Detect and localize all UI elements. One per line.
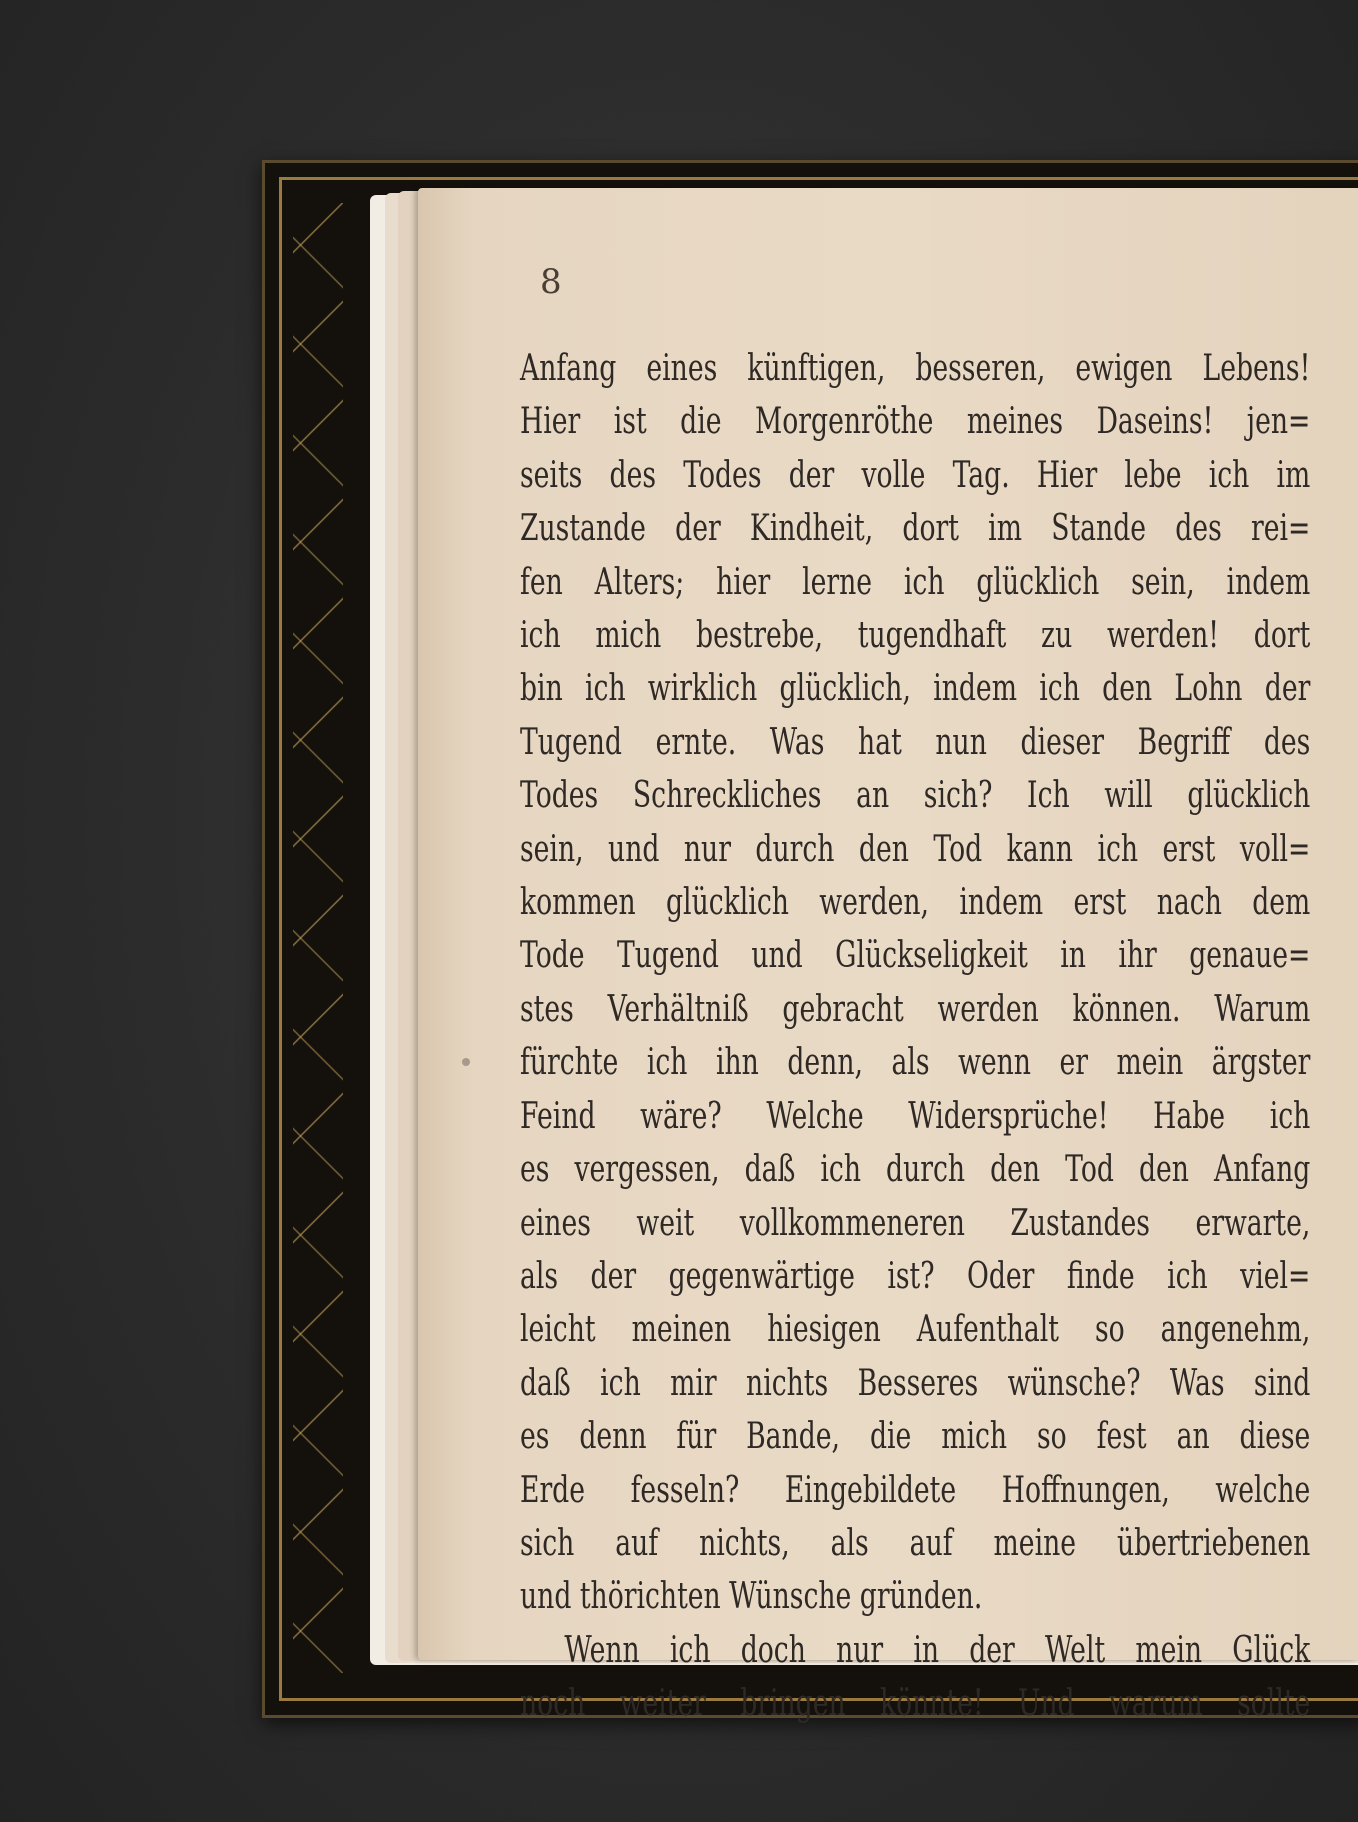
text-line: noch weiter bringen könnte! Und warum sollte [520,1683,1311,1725]
text-line: Wenn ich doch nur in der Welt mein Glück [564,1629,1311,1671]
text-line: stes Verhältniß gebracht werden können. Warum [520,988,1311,1030]
text-line: bin ich wirklich glücklich, indem ich den Lohn der [520,668,1311,710]
text-line: seits des Todes der volle Tag. Hier lebe ich im [520,454,1311,496]
text-line: es denn für Bande, die mich so fest an diese [520,1416,1311,1458]
text-line: Anfang eines künftigen, besseren, ewigen Lebens! [520,348,1311,389]
text-line: eines weit vollkommeneren Zustandes erwarte, [520,1202,1311,1244]
text-line: es vergessen, daß ich durch den Tod den Anfang [520,1149,1311,1191]
page-number: 8 [540,262,562,302]
text-line: sich auf nichts, als auf meine übertriebenen [520,1522,1311,1564]
text-line: Tugend ernte. Was hat nun dieser Begriff des [520,721,1311,763]
text-line: fen Alters; hier lerne ich glücklich sein, indem [520,561,1311,603]
page-text [520,342,1310,1731]
text-line: kommen glücklich werden, indem erst nach dem [520,882,1311,924]
text-line: Feind wäre? Welche Widersprüche! Habe ich [520,1095,1311,1137]
text-line: Zustande der Kindheit, dort im Stande des rei= [520,508,1311,550]
text-line: Erde fesseln? Eingebildete Hoffnungen, welche [520,1469,1311,1511]
text-line: als der gegenwärtige ist? Oder finde ich viel= [520,1255,1311,1297]
text-line: ich mich bestrebe, tugendhaft zu werden! dort [520,615,1311,657]
text-line: und thörichten Wünsche gründen. [520,1576,983,1618]
text-line: Tode Tugend und Glückseligkeit in ihr genaue= [520,935,1311,977]
text-line: daß ich mir nichts Besseres wünsche? Was sind [520,1362,1311,1404]
text-line: Todes Schreckliches an sich? Ich will glücklich [520,775,1311,817]
margin-mark [462,1058,470,1066]
text-line: sein, und nur durch den Tod kann ich erst voll= [520,828,1311,870]
text-line: leicht meinen hiesigen Aufenthalt so angenehm, [520,1309,1311,1351]
gilt-ornament-strip [293,203,343,1673]
text-line: fürchte ich ihn denn, als wenn er mein ärgster [520,1042,1311,1084]
text-line: Hier ist die Morgenröthe meines Daseins! jen= [520,401,1311,443]
